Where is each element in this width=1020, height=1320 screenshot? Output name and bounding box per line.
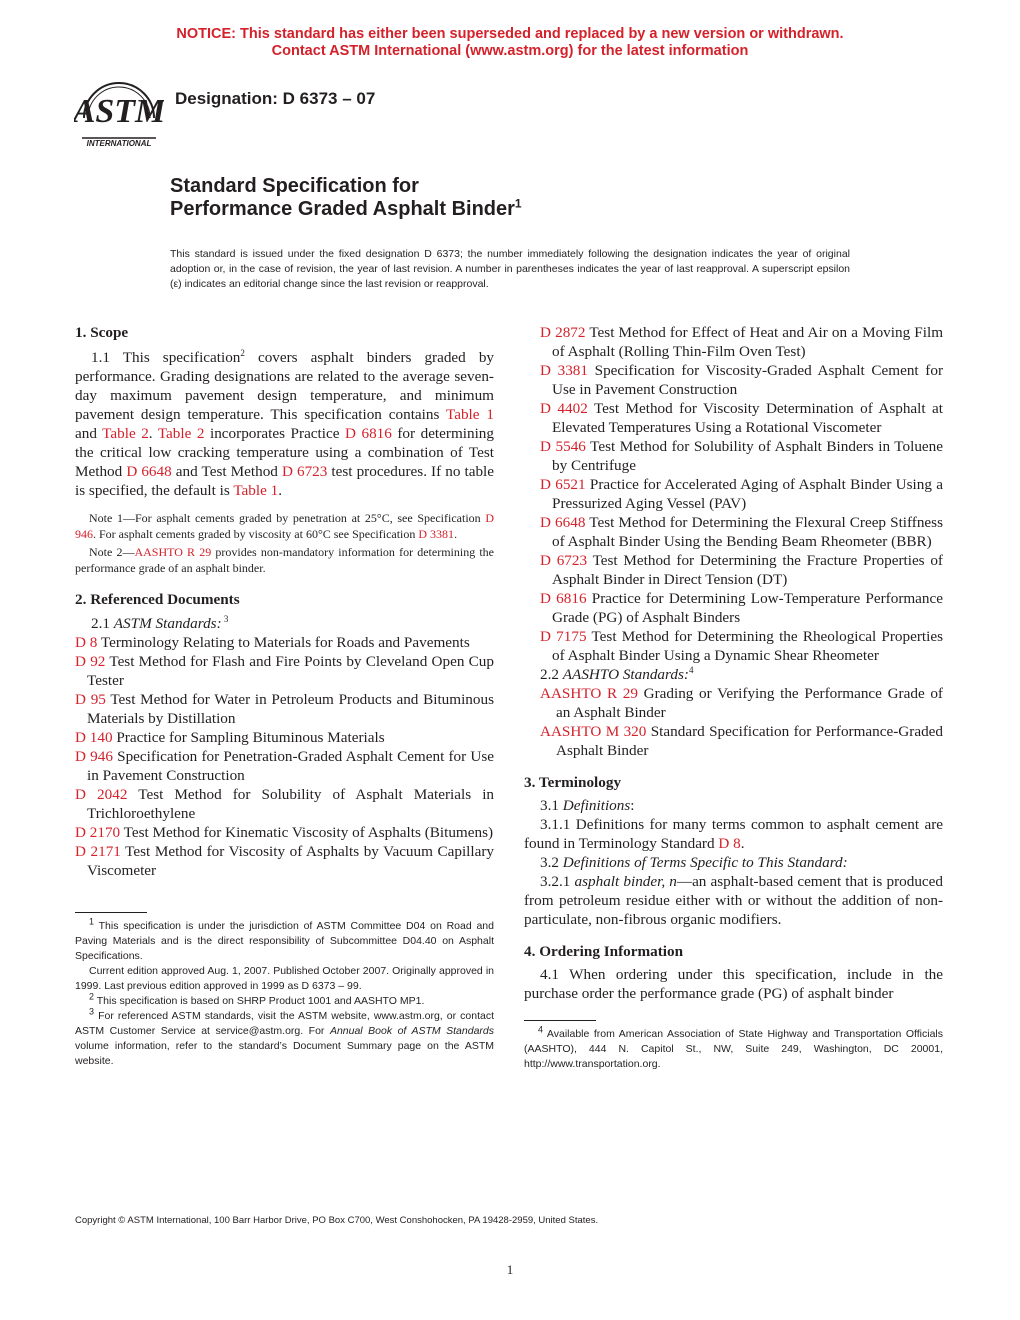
- reference-link[interactable]: D 2042: [75, 786, 128, 803]
- note-1: Note 1—For asphalt cements graded by penetration at 25°C, see Specification D 946. For asphalt cements graded by viscosity at 60°C see Specification D 3381.: [75, 511, 494, 541]
- definition-asphalt-binder: 3.2.1 asphalt binder, n—an asphalt-based cement that is produced from petroleum residue either with or without the addition of non-particulate, non-fibrous organic modifiers.: [524, 873, 943, 928]
- reference-title: Test Method for Solubility of Asphalt Materials in Trichloroethylene: [87, 786, 495, 822]
- astm-reference-list-right: [540, 323, 943, 665]
- link-table-2[interactable]: Table 2: [102, 425, 149, 442]
- definitions-specific-label: 3.2 Definitions of Terms Specific to This Standard:: [540, 854, 848, 871]
- reference-title: Test Method for Flash and Fire Points by Cleveland Open Cup Tester: [87, 653, 494, 689]
- link-d6723[interactable]: D 6723: [281, 463, 328, 480]
- reference-link[interactable]: D 4402: [540, 400, 588, 417]
- link-table-1b[interactable]: Table 1: [233, 482, 279, 499]
- title-line-2: Performance Graded Asphalt Binder: [170, 198, 515, 220]
- reference-link[interactable]: D 2872: [540, 324, 586, 341]
- reference-link[interactable]: D 140: [75, 729, 113, 746]
- definition-3-1-1: 3.1.1 Definitions for many terms common to asphalt cement are found in Terminology Standard D 8.: [524, 816, 943, 852]
- aashto-standards-label: 2.2 AASHTO Standards:$^4$: [540, 664, 694, 683]
- issuance-statement: This standard is issued under the fixed designation D 6373; the number immediately following the designation indicates the year of original adoption or, in the case of revision, the year of last revision. A number in parentheses indicates the year of last reapproval. A superscript epsilon (ε) indicates an editorial change since the last revision or reapproval.: [170, 248, 850, 290]
- scope-heading: 1. Scope: [75, 324, 129, 341]
- reference-title: Test Method for Water in Petroleum Products and Bituminous Materials by Distillation: [87, 691, 494, 727]
- ordering-paragraph: 4.1 When ordering under this specification, include in the purchase order the performance grade (PG) of asphalt binder: [524, 966, 943, 1002]
- reference-item: [540, 361, 943, 399]
- reference-link[interactable]: D 946: [75, 748, 113, 765]
- astm-logo-icon: [74, 72, 164, 152]
- reference-title: Practice for Sampling Bituminous Materials: [112, 729, 385, 746]
- reference-link[interactable]: D 3381: [540, 362, 588, 379]
- logo-wordmark: INTERNATIONAL: [86, 139, 152, 148]
- reference-item: [75, 842, 494, 880]
- right-column: [524, 323, 944, 1072]
- reference-item: [75, 690, 494, 728]
- footnote-rule: [75, 912, 147, 913]
- reference-item: [75, 633, 494, 652]
- reference-title: Standard Specification for Performance-Graded Asphalt Binder: [556, 723, 943, 759]
- title-footnote-mark: 1: [514, 196, 522, 211]
- definitions-label: 3.1 Definitions:: [540, 797, 635, 814]
- reference-title: Test Method for Viscosity Determination of Asphalt at Elevated Temperatures Using a Rotational Viscometer: [552, 400, 944, 436]
- copyright-line: Copyright © ASTM International, 100 Barr Harbor Drive, PO Box C700, West Conshohocken, PA 19428-2959, United States.: [75, 1215, 599, 1226]
- reference-title: Grading or Verifying the Performance Grade of an Asphalt Binder: [556, 685, 943, 721]
- reference-item: [75, 747, 494, 785]
- reference-title: Test Method for Determining the Flexural Creep Stiffness of Asphalt Binder Using the Bending Beam Rheometer (BBR): [552, 514, 943, 550]
- reference-title: Test Method for Effect of Heat and Air on a Moving Film of Asphalt (Rolling Thin-Film Oven Test): [552, 324, 944, 360]
- reference-link[interactable]: D 92: [75, 653, 106, 670]
- reference-title: Test Method for Determining the Fracture Properties of Asphalt Binder in Direct Tension (DT): [552, 552, 943, 588]
- footnote-3: $^3$ For referenced ASTM standards, visit the ASTM website, www.astm.org, or contact ASTM Customer Service at service@astm.org. For Annual Book of ASTM Standards volume information, refer to the standard’s Document Summary page on the ASTM website.: [75, 1006, 494, 1067]
- scope-paragraph: 1.1 This specification$^2$ covers asphalt binders graded by performance. Grading designations are related to the average seven-day maximum pavement design temperature, and minimum pavement design temperature. This specification contains Table 1 and Table 2. Table 2 incorporates Practice D 6816 for determining the critical low cracking temperature using a combination of Test Method D 6648 and Test Method D 6723 test procedures. If no table is specified, the default is Table 1.: [75, 347, 495, 499]
- reference-item: [540, 323, 943, 361]
- link-d6816[interactable]: D 6816: [345, 425, 392, 442]
- designation: Designation: D 6373 – 07: [175, 89, 376, 108]
- title-line-1: Standard Specification for: [170, 175, 419, 197]
- footnote-4: $^4$ Available from American Association of State Highway and Transportation Officials (AASHTO), 444 N. Capitol St., NW, Suite 249, Washington, DC 20001, http://www.transportation.org.: [524, 1024, 943, 1070]
- reference-item: [540, 437, 943, 475]
- reference-item: [540, 513, 943, 551]
- reference-link[interactable]: D 6521: [540, 476, 586, 493]
- referenced-heading: 2. Referenced Documents: [75, 591, 240, 608]
- link-d3381-note[interactable]: D 3381: [418, 527, 455, 541]
- reference-item: [540, 627, 943, 665]
- reference-title: Test Method for Viscosity of Asphalts by Vacuum Capillary Viscometer: [87, 843, 495, 879]
- footnotes-left: [75, 916, 494, 1069]
- note-2: Note 2—AASHTO R 29 provides non-mandatory information for determining the performance grade of an asphalt binder.: [75, 545, 494, 575]
- footnote-rule-right: [524, 1020, 596, 1021]
- reference-link[interactable]: D 6648: [540, 514, 586, 531]
- astm-standards-label: 2.1 ASTM Standards: $^3$: [91, 613, 229, 632]
- page-number: 1: [506, 1262, 514, 1277]
- reference-item: [75, 652, 494, 690]
- reference-item: [540, 475, 943, 513]
- notice-line-1: NOTICE: This standard has either been superseded and replaced by a new version or withdrawn.: [176, 26, 844, 42]
- reference-link[interactable]: AASHTO R 29: [540, 685, 638, 702]
- reference-link[interactable]: D 8: [75, 634, 98, 651]
- link-aashto-r29-note[interactable]: AASHTO R 29: [134, 545, 212, 559]
- reference-item: [540, 722, 943, 760]
- reference-title: Practice for Determining Low-Temperature Performance Grade (PG) of Asphalt Binders: [552, 590, 944, 626]
- reference-title: Practice for Accelerated Aging of Asphalt Binder Using a Pressurized Aging Vessel (PAV): [552, 476, 943, 512]
- reference-title: Specification for Viscosity-Graded Asphalt Cement for Use in Pavement Construction: [552, 362, 944, 398]
- reference-title: Test Method for Determining the Rheological Properties of Asphalt Binder Using a Dynamic Shear Rheometer: [552, 628, 943, 664]
- reference-item: [75, 728, 494, 747]
- reference-link[interactable]: D 6816: [540, 590, 587, 607]
- terminology-heading: 3. Terminology: [524, 774, 622, 791]
- reference-link[interactable]: D 5546: [540, 438, 586, 455]
- footnote-2: $^2$ This specification is based on SHRP Product 1001 and AASHTO MP1.: [89, 991, 425, 1007]
- reference-item: [75, 785, 494, 823]
- withdrawal-notice: [0, 26, 1020, 60]
- reference-link[interactable]: AASHTO M 320: [540, 723, 647, 740]
- link-table-2b[interactable]: Table 2: [157, 425, 205, 442]
- reference-item: [75, 823, 494, 842]
- link-table-1[interactable]: Table 1: [446, 406, 494, 423]
- notice-line-2: Contact ASTM International (www.astm.org) for the latest information: [271, 43, 749, 59]
- logo-letters: ASTM: [74, 93, 164, 130]
- reference-link[interactable]: D 6723: [540, 552, 588, 569]
- reference-link[interactable]: D 2170: [75, 824, 121, 841]
- link-d6648[interactable]: D 6648: [126, 463, 172, 480]
- reference-link[interactable]: D 7175: [540, 628, 587, 645]
- reference-item: [540, 399, 943, 437]
- reference-title: Terminology Relating to Materials for Roads and Pavements: [97, 634, 470, 651]
- reference-item: [540, 551, 943, 589]
- reference-link[interactable]: D 95: [75, 691, 106, 708]
- link-d8-terminology[interactable]: D 8: [718, 835, 741, 852]
- reference-link[interactable]: D 2171: [75, 843, 121, 860]
- astm-logo: [74, 72, 164, 152]
- footnote-1: $^1$ This specification is under the jurisdiction of ASTM Committee D04 on Road and Paving Materials and is the direct responsibility of Subcommittee D04.40 on Asphalt Specifications.: [75, 916, 494, 962]
- astm-reference-list-left: [75, 633, 494, 880]
- reference-item: [540, 684, 943, 722]
- link-d946-note[interactable]: D 946: [75, 511, 494, 541]
- ordering-heading: 4. Ordering Information: [524, 943, 684, 960]
- footnote-1b: Current edition approved Aug. 1, 2007. Published October 2007. Originally approved in 1999. Last previous edition approved in 1999 as D 6373 – 99.: [75, 965, 494, 992]
- reference-title: Test Method for Kinematic Viscosity of Asphalts (Bitumens): [120, 824, 494, 841]
- document-title: [170, 175, 522, 221]
- reference-title: Specification for Penetration-Graded Asphalt Cement for Use in Pavement Construction: [87, 748, 495, 784]
- aashto-reference-list: [540, 684, 943, 760]
- reference-title: Test Method for Solubility of Asphalt Binders in Toluene by Centrifuge: [552, 438, 943, 474]
- left-column: [75, 323, 494, 1069]
- reference-item: [540, 589, 943, 627]
